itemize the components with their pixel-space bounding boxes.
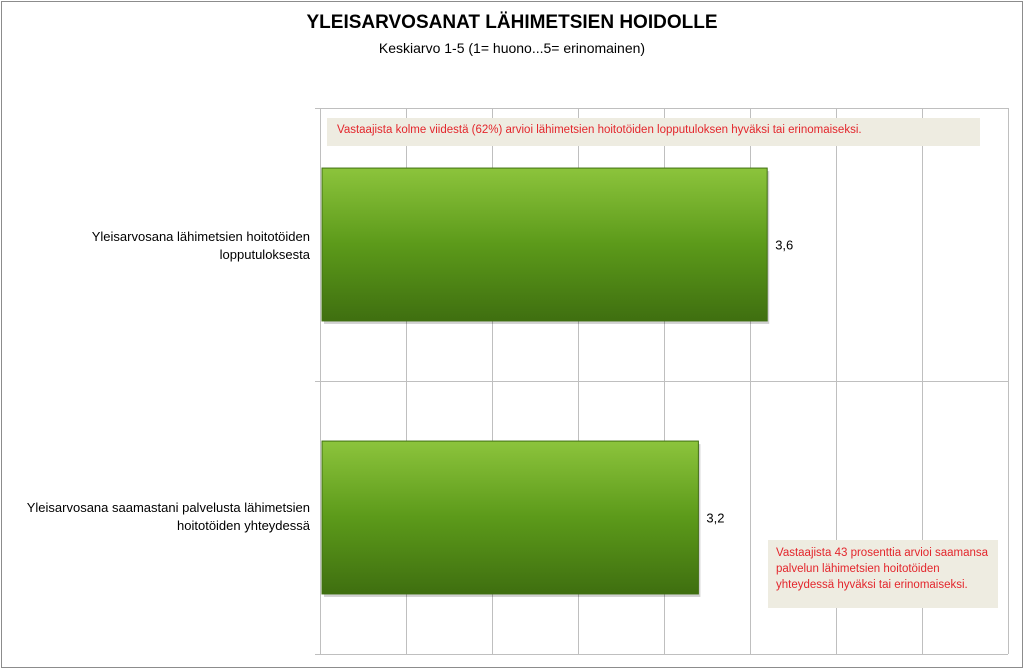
bar-2 [322, 441, 698, 594]
category-label-1: Yleisarvosana lähimetsien hoitotöiden lopputuloksesta [91, 229, 310, 262]
annotation-note-2: Vastaajista 43 prosenttia arvioi saamansa palvelun lähimetsien hoitotöiden yhteydessä hyväksi tai erinomaiseksi. [768, 540, 998, 608]
category-label-2: Yleisarvosana saamastani palvelusta lähimetsien hoitotöiden yhteydessä [26, 500, 310, 533]
bar-1 [322, 168, 767, 321]
chart-title: YLEISARVOSANAT LÄHIMETSIEN HOIDOLLE [306, 12, 718, 33]
data-label-2: 3,2 [706, 510, 725, 526]
bar-series [322, 168, 769, 597]
data-label-1: 3,6 [775, 237, 794, 253]
annotation-note-1: Vastaajista kolme viidestä (62%) arvioi lähimetsien hoitotöiden lopputuloksen hyväksi tai erinomaiseksi. [327, 118, 980, 146]
chart-subtitle: Keskiarvo 1-5 (1= huono...5= erinomainen) [378, 40, 646, 56]
